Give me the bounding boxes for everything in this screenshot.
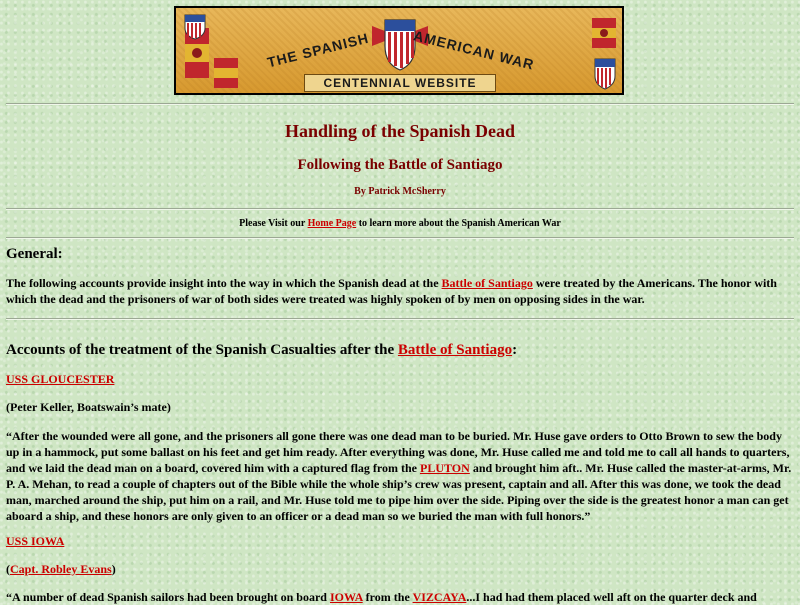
battle-of-santiago-link[interactable]: Battle of Santiago	[397, 342, 513, 358]
gloucester-quote-pre: “After the wounded were all gone, and the prisoners all gone there was one dead man to be buried. Mr. Huse gave orders to Otto Brown to sew the body up in a hammock, put some ballast on his feet and get him ready. After everything was done, Mr. Huse called me and told me to call all hands to quarters, and we laid the dead man on a board, covered him with a captured flag from the	[6, 429, 790, 475]
banner-title	[265, 26, 537, 73]
divider	[6, 103, 794, 105]
iowa-quote	[6, 589, 796, 605]
us-shield-icon	[594, 58, 616, 90]
accounts-heading-post: :	[512, 342, 518, 358]
banner-title-left: THE SPANISH	[265, 29, 371, 71]
home-page-link[interactable]: Home Page	[307, 218, 357, 229]
byline: By Patrick McSherry	[354, 186, 446, 197]
general-text-pre: The following accounts provide insight into the way in which the Spanish dead at the	[6, 276, 442, 290]
divider	[6, 237, 794, 239]
visit-text-post: to learn more about the Spanish American War	[356, 218, 561, 229]
divider	[6, 208, 794, 210]
general-heading: General:	[6, 246, 63, 262]
iowa-section	[6, 533, 796, 549]
page-subtitle: Following the Battle of Santiago	[297, 157, 503, 173]
us-shield-icon	[184, 14, 206, 40]
iowa-quote-mid: from the	[362, 590, 413, 604]
spanish-crest-icon	[590, 16, 618, 50]
general-text-post: were treated by the Americans. The honor with which the dead and the prisoners of war of both sides were treated was highly spoken of by men on opposing sides in the war.	[6, 276, 777, 306]
divider	[6, 318, 794, 320]
banner-title-right: AMERICAN WAR	[411, 27, 537, 73]
iowa-witness	[6, 561, 796, 577]
gloucester-section	[6, 371, 796, 387]
uss-gloucester-link[interactable]: USS GLOUCESTER	[6, 372, 115, 386]
banner-subtitle: CENTENNIAL WEBSITE	[304, 74, 496, 92]
accounts-heading	[6, 342, 796, 359]
iowa-link[interactable]: IOWA	[329, 590, 363, 604]
gloucester-quote	[6, 428, 796, 524]
visit-notice	[0, 218, 800, 229]
pluton-link[interactable]: PLUTON	[420, 461, 470, 475]
iowa-witness-close: )	[111, 562, 116, 576]
accounts-heading-pre: Accounts of the treatment of the Spanish Casualties after the	[6, 342, 398, 358]
capt-robley-evans-link[interactable]: Capt. Robley Evans	[10, 562, 112, 576]
gloucester-witness: (Peter Keller, Boatswain’s mate)	[6, 400, 171, 414]
iowa-witness-open: (	[6, 562, 10, 576]
vizcaya-link[interactable]: VIZCAYA	[412, 590, 467, 604]
visit-text-pre: Please Visit our	[239, 218, 308, 229]
iowa-quote-pre: “A number of dead Spanish sailors had been brought on board	[6, 590, 330, 604]
gloucester-quote-post: and brought him aft.. Mr. Huse called the master-at-arms, Mr. P. A. Mehan, to read a couple of chapters out of the Bible while the whole ship’s crew was present, captain and all. After this was done, we took the dead man, marched around the ship, put him on a rail, and Mr. Huse told me to pipe him over the side. Piping over the side is the greatest honor a man can get aboard a ship, and these honors are only given to an officer or a dead man so we buried the man with full honors.”	[6, 461, 792, 523]
battle-of-santiago-link[interactable]: Battle of Santiago	[441, 276, 533, 290]
uss-iowa-link[interactable]: USS IOWA	[6, 534, 65, 548]
iowa-quote-post: ...I had had them placed well aft on the quarter deck and	[466, 590, 757, 604]
spanish-crest-icon	[212, 56, 240, 90]
general-paragraph	[6, 275, 796, 307]
site-banner[interactable]	[174, 6, 624, 95]
page-title: Handling of the Spanish Dead	[284, 121, 516, 141]
